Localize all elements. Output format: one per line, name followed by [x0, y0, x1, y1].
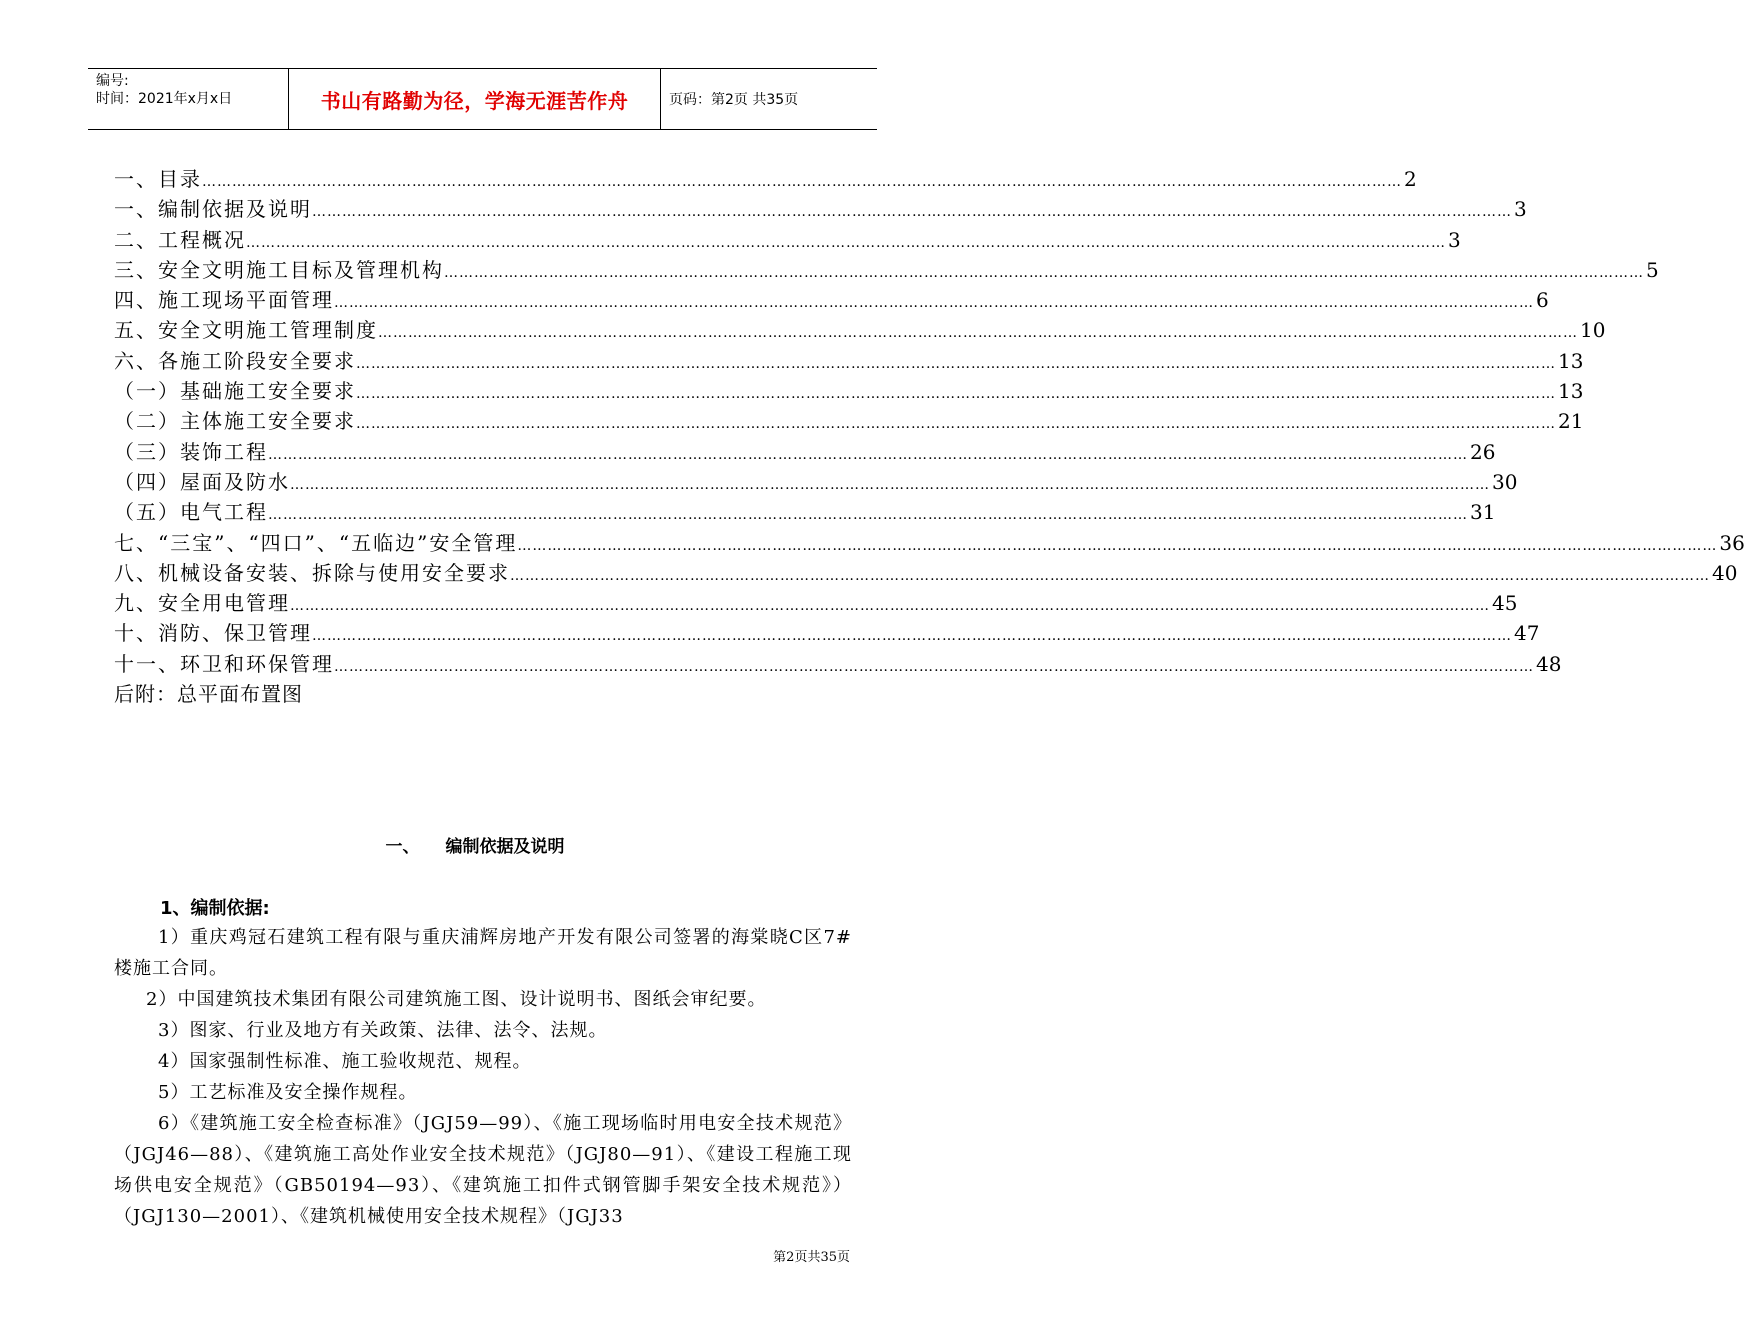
toc-entry: [114, 618, 1540, 648]
toc-appendix: 后附：总平面布置图: [114, 682, 303, 707]
toc-entry-page: 6: [1536, 288, 1549, 313]
toc-entry: [114, 225, 1461, 255]
section-title: 编制依据及说明: [445, 837, 565, 857]
paragraph: 6）《建筑施工安全检查标准》（JGJ59—99）、《施工现场临时用电安全技术规范》（JGJ46—88）、《建筑施工高处作业安全技术规范》（JGJ80—91）、《建设工程施工现场供电安全规范》（GB50194—93）、《建筑施工扣件式钢管脚手架安全技术规范》）（JGJ130—2001）、《建筑机械使用安全技术规程》（JGJ33: [114, 1113, 852, 1227]
toc-entry-page: 5: [1646, 257, 1659, 282]
page-footer: 第2页共35页: [773, 1250, 850, 1265]
toc-entry: [114, 376, 1584, 406]
toc-entry-page: 10: [1580, 318, 1606, 343]
toc-entry-title: 二、工程概况: [114, 227, 246, 252]
toc-entry: [114, 558, 1738, 588]
paragraph: 5）工艺标准及安全操作规程。: [158, 1082, 418, 1103]
toc-entry-title: 九、安全用电管理: [114, 591, 290, 616]
toc-entry: [114, 649, 1562, 679]
toc-leader-dots: ……………………………………………………………………………………………………………………………………………………………………………………………………………………: [517, 537, 1718, 554]
subsection-heading: 1、编制依据:: [160, 898, 270, 919]
toc-leader-dots: ……………………………………………………………………………………………………………………………………………………………………………………………………………………: [268, 446, 1468, 463]
section-number: 一、: [385, 837, 420, 857]
toc-entry-title: （四）屋面及防水: [114, 469, 290, 494]
toc-entry: [114, 528, 1745, 558]
toc-entry: [114, 315, 1606, 345]
toc-leader-dots: ……………………………………………………………………………………………………………………………………………………………………………………………………………………: [290, 598, 1490, 615]
toc-leader-dots: ……………………………………………………………………………………………………………………………………………………………………………………………………………………: [268, 507, 1468, 524]
toc-entry: [114, 406, 1584, 436]
toc-entry-page: 3: [1514, 197, 1527, 222]
toc-leader-dots: ……………………………………………………………………………………………………………………………………………………………………………………………………………………: [510, 567, 1710, 584]
toc-leader-dots: ……………………………………………………………………………………………………………………………………………………………………………………………………………………: [444, 264, 1644, 281]
toc-entry-title: （一）基础施工安全要求: [114, 379, 356, 404]
toc-entry-page: 36: [1719, 530, 1745, 555]
toc-entry: [114, 437, 1496, 467]
toc-entry-page: 26: [1470, 439, 1496, 464]
toc-entry-title: 八、机械设备安装、拆除与使用安全要求: [114, 560, 510, 585]
body-text: [114, 922, 852, 1232]
toc-leader-dots: ……………………………………………………………………………………………………………………………………………………………………………………………………………………: [246, 234, 1446, 251]
toc-entry-title: （三）装饰工程: [114, 439, 268, 464]
toc-entry-title: 六、各施工阶段安全要求: [114, 348, 356, 373]
toc-leader-dots: ……………………………………………………………………………………………………………………………………………………………………………………………………………………: [312, 628, 1512, 645]
toc-entry-page: 30: [1492, 469, 1518, 494]
header-left: [88, 69, 288, 129]
table-of-contents: [114, 164, 1745, 709]
toc-entry-page: 13: [1558, 379, 1584, 404]
time-label: 时间：2021年x月x日: [96, 91, 233, 107]
page-header: [88, 68, 877, 130]
toc-entry-page: 21: [1558, 409, 1584, 434]
toc-entry: [114, 346, 1584, 376]
toc-entry: [114, 588, 1518, 618]
toc-entry-page: 31: [1470, 500, 1496, 525]
toc-leader-dots: ……………………………………………………………………………………………………………………………………………………………………………………………………………………: [378, 325, 1578, 342]
toc-leader-dots: ……………………………………………………………………………………………………………………………………………………………………………………………………………………: [334, 295, 1534, 312]
number-label: 编号:: [96, 73, 129, 89]
paragraph: 1）重庆鸡冠石建筑工程有限与重庆浦辉房地产开发有限公司签署的海棠晓C区7#楼施工合同。: [114, 927, 852, 979]
toc-entry: [114, 285, 1549, 315]
toc-entry-title: （五）电气工程: [114, 500, 268, 525]
toc-leader-dots: ……………………………………………………………………………………………………………………………………………………………………………………………………………………: [356, 416, 1556, 433]
header-page-info: 页码：第2页 共35页: [669, 92, 799, 108]
paragraph: 3）图家、行业及地方有关政策、法律、法令、法规。: [158, 1020, 608, 1041]
toc-entry-title: 四、施工现场平面管理: [114, 288, 334, 313]
toc-entry-page: 13: [1558, 348, 1584, 373]
toc-entry-title: 十、消防、保卫管理: [114, 621, 312, 646]
toc-leader-dots: ……………………………………………………………………………………………………………………………………………………………………………………………………………………: [202, 174, 1402, 190]
toc-entry-title: 三、安全文明施工目标及管理机构: [114, 257, 444, 282]
toc-entry-page: 2: [1404, 167, 1417, 191]
toc-entry: [114, 467, 1518, 497]
toc-entry: [114, 255, 1659, 285]
toc-entry: [114, 497, 1496, 527]
toc-entry-title: 一、目录: [114, 167, 202, 191]
toc-entry-page: 48: [1536, 651, 1562, 676]
toc-leader-dots: ……………………………………………………………………………………………………………………………………………………………………………………………………………………: [312, 204, 1512, 221]
toc-entry-title: （二）主体施工安全要求: [114, 409, 356, 434]
paragraph: 4）国家强制性标准、施工验收规范、规程。: [158, 1051, 532, 1072]
toc-entry-title: 一、编制依据及说明: [114, 197, 312, 222]
toc-entry-page: 45: [1492, 591, 1518, 616]
toc-leader-dots: ……………………………………………………………………………………………………………………………………………………………………………………………………………………: [356, 386, 1556, 403]
toc-entry-page: 47: [1514, 621, 1540, 646]
toc-leader-dots: ……………………………………………………………………………………………………………………………………………………………………………………………………………………: [356, 355, 1556, 372]
paragraph: 2）中国建筑技术集团有限公司建筑施工图、设计说明书、图纸会审纪要。: [146, 989, 767, 1010]
toc-entry-title: 七、“三宝”、“四口”、“五临边”安全管理: [114, 530, 518, 555]
header-motto: 书山有路勤为径，学海无涯苦作舟: [288, 69, 661, 129]
toc-entry-title: 五、安全文明施工管理制度: [114, 318, 378, 343]
toc-entry-title: 十一、环卫和环保管理: [114, 651, 334, 676]
toc-entry: [114, 194, 1527, 224]
section-heading: [0, 832, 950, 857]
toc-entry-page: 40: [1712, 560, 1738, 585]
toc-leader-dots: ……………………………………………………………………………………………………………………………………………………………………………………………………………………: [334, 658, 1534, 675]
toc-entry-page: 3: [1448, 227, 1461, 252]
toc-leader-dots: ……………………………………………………………………………………………………………………………………………………………………………………………………………………: [290, 476, 1490, 493]
toc-entry: [114, 164, 1417, 194]
